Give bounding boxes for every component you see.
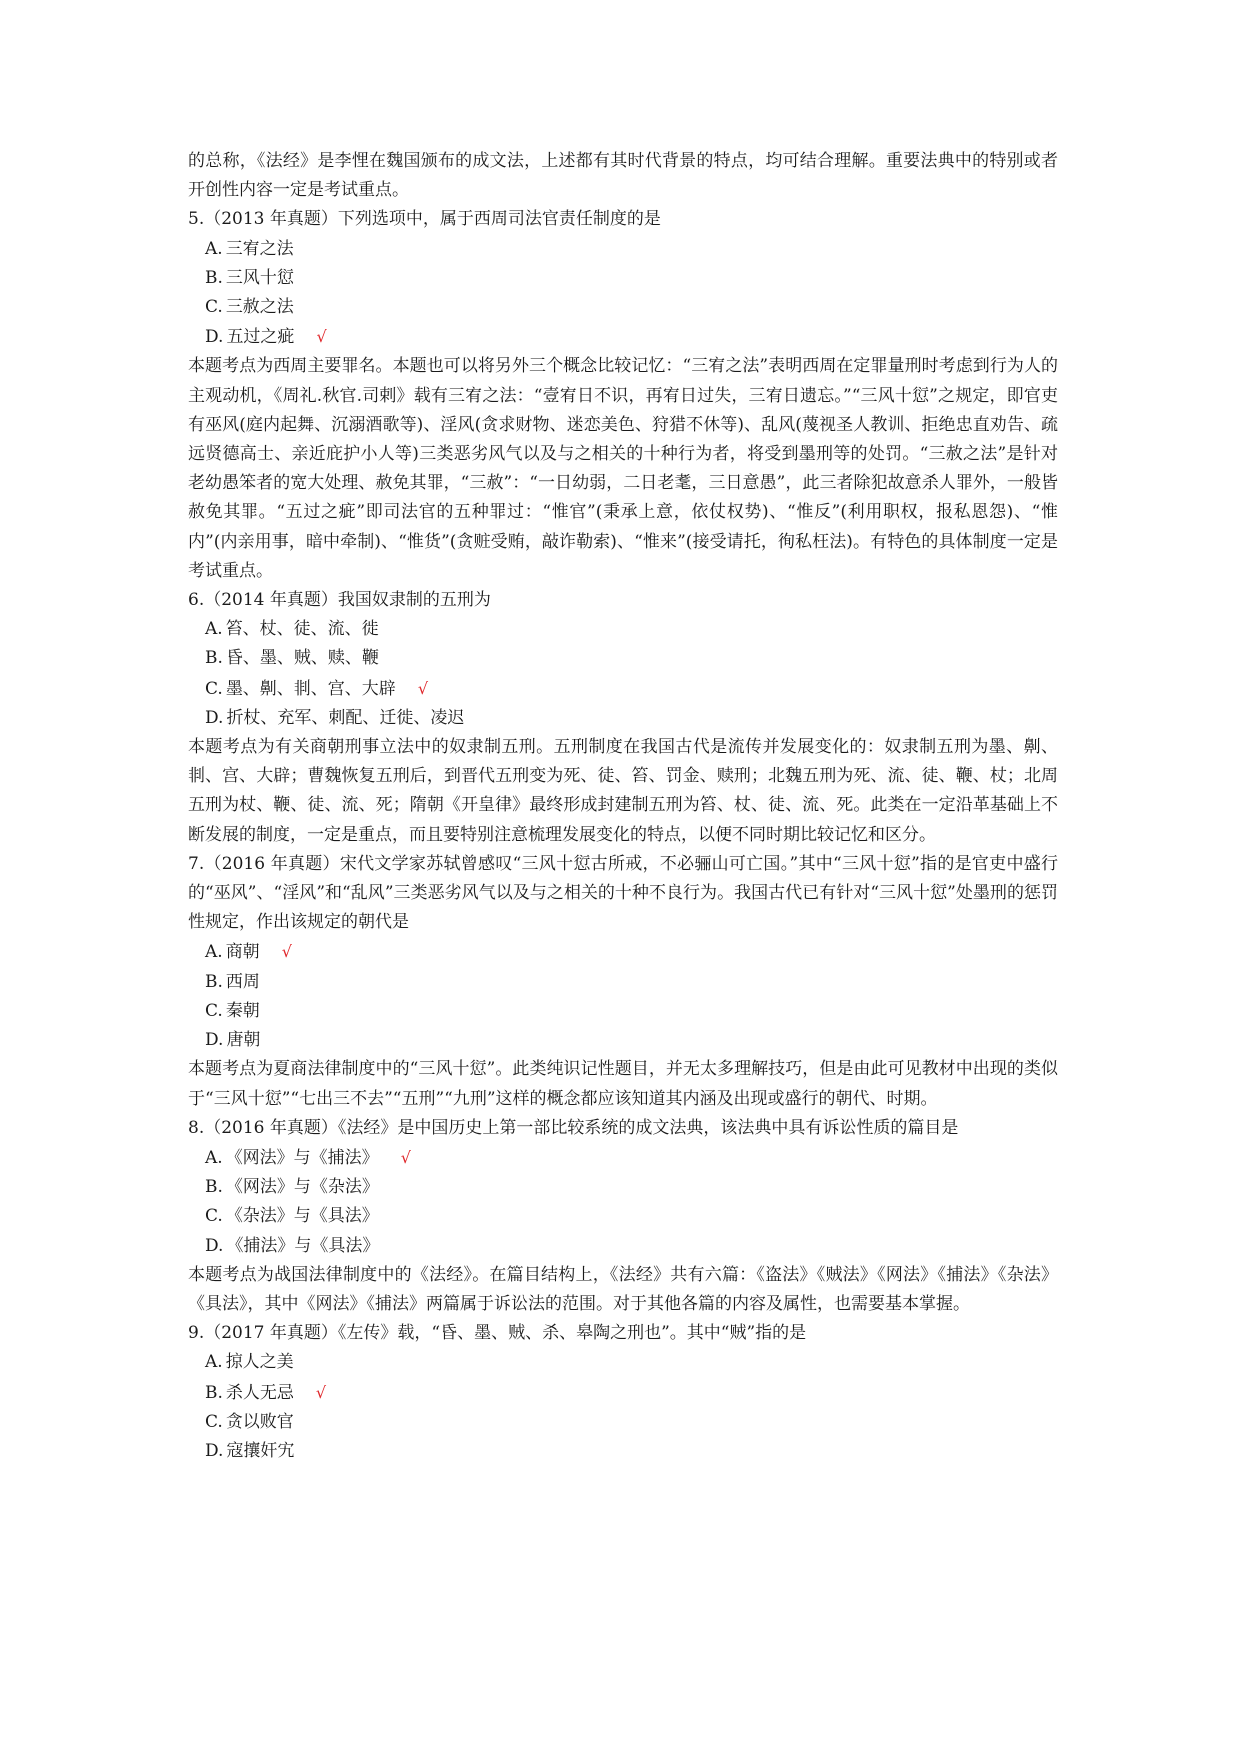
explanation: 本题考点为有关商朝刑事立法中的奴隶制五刑。五刑制度在我国古代是流传并发展变化的：奴隶制五刑为墨、劓、剕、宫、大辟；曹魏恢复五刑后，到晋代五刑变为死、徒、笞、罚金、赎刑；北魏五刑为死、流、徒、鞭、杖；北周五刑为杖、鞭、徒、流、死；隋朝《开皇律》最终形成封建制五刑为笞、杖、徒、流、死。此类在一定沿革基础上不断发展的制度，一定是重点，而且要特别注意梳理发展变化的特点，以便不同时期比较记忆和区分。 — [188, 737, 1058, 845]
option-text: 《网法》与《捕法》 — [225, 1147, 379, 1168]
option-a — [188, 937, 1058, 967]
check-mark-icon: √ — [315, 1382, 327, 1402]
option-c — [188, 1202, 1058, 1231]
option-text: 《杂法》与《具法》 — [225, 1206, 379, 1227]
option-c — [188, 1408, 1058, 1437]
option-letter: D. — [205, 1235, 224, 1256]
option-c — [188, 997, 1058, 1026]
document-page — [188, 147, 1058, 1466]
option-letter: D. — [205, 1030, 224, 1051]
option-text: 掠人之美 — [225, 1352, 294, 1373]
question-stem: 7.（2016 年真题）宋代文学家苏轼曾感叹“三风十愆古所戒，不必骊山可亡国。”其中“三风十愆”指的是官吏中盛行的“巫风”、“淫风”和“乱风”三类恶劣风气以及与之相关的十种不良行为。我国古代已有针对“三风十愆”处墨刑的惩罚性规定，作出该规定的朝代是 — [188, 853, 1058, 933]
option-b — [188, 1173, 1058, 1202]
option-letter: D. — [205, 707, 224, 728]
option-text: 秦朝 — [225, 1000, 260, 1021]
option-text: 折杖、充军、刺配、迁徙、凌迟 — [226, 707, 465, 728]
option-text: 贪以败官 — [225, 1411, 294, 1432]
option-letter: C. — [205, 1206, 223, 1227]
option-text: 商朝 — [225, 942, 260, 963]
option-d — [188, 1026, 1058, 1055]
option-a — [188, 1143, 1058, 1173]
option-text: 唐朝 — [226, 1030, 261, 1051]
option-text: 《捕法》与《具法》 — [226, 1235, 380, 1256]
option-letter: A. — [205, 238, 223, 259]
check-mark-icon: √ — [417, 678, 429, 698]
explanation: 本题考点为夏商法律制度中的“三风十愆”。此类纯识记性题目，并无太多理解技巧，但是由此可见教材中出现的类似于“三风十愆”“七出三不去”“五刑”“九刑”这样的概念都应该知道其内涵及出现或盛行的朝代、时期。 — [188, 1059, 1058, 1109]
option-d — [188, 322, 1058, 352]
option-list — [188, 235, 1058, 353]
option-text: 《网法》与《杂法》 — [225, 1177, 379, 1198]
option-a — [188, 1348, 1058, 1377]
option-text: 三风十愆 — [225, 267, 294, 288]
question-stem: 5.（2013 年真题）下列选项中，属于西周司法官责任制度的是 — [188, 209, 661, 230]
option-letter: D. — [205, 327, 224, 348]
option-text: 墨、劓、剕、宫、大辟 — [225, 678, 396, 699]
option-list — [188, 1143, 1058, 1261]
option-text: 昏、墨、贼、赎、鞭 — [225, 648, 379, 669]
option-letter: A. — [205, 619, 223, 640]
option-d — [188, 1232, 1058, 1261]
option-text: 杀人无忌 — [225, 1382, 294, 1403]
option-letter: B. — [205, 971, 223, 992]
question-8 — [188, 1114, 1058, 1319]
option-text: 西周 — [225, 971, 260, 992]
option-list — [188, 615, 1058, 733]
question-stem: 6.（2014 年真题）我国奴隶制的五刑为 — [188, 590, 491, 611]
option-letter: C. — [205, 678, 223, 699]
check-mark-icon: √ — [400, 1147, 411, 1167]
option-c — [188, 674, 1058, 704]
option-letter: C. — [205, 1411, 223, 1432]
option-c — [188, 293, 1058, 322]
question-5 — [188, 205, 1058, 586]
option-letter: A. — [205, 1147, 223, 1168]
option-letter: A. — [205, 1352, 223, 1373]
check-mark-icon: √ — [316, 327, 327, 347]
option-letter: B. — [205, 1382, 223, 1403]
option-letter: B. — [205, 1177, 223, 1198]
option-letter: A. — [205, 942, 223, 963]
option-a — [188, 615, 1058, 644]
option-text: 寇攘奸宄 — [226, 1440, 295, 1461]
option-b — [188, 644, 1058, 673]
option-b — [188, 1378, 1058, 1408]
option-text: 笞、杖、徒、流、徙 — [225, 619, 379, 640]
explanation: 本题考点为西周主要罪名。本题也可以将另外三个概念比较记忆：“三宥之法”表明西周在定罪量刑时考虑到行为人的主观动机，《周礼.秋官.司剌》载有三宥之法：“壹宥日不识，再宥日过失，三宥日遗忘。”“三风十愆”之规定，即官吏有巫风(庭内起舞、沉溺酒歌等)、淫风(贪求财物、迷恋美色、狩猎不休等)、乱风(蔑视圣人教训、拒绝忠直劝告、疏远贤德高士、亲近庇护小人等)三类恶劣风气以及与之相关的十种行为者，将受到墨刑等的处罚。“三赦之法”是针对老幼愚笨者的宽大处理、赦免其罪，“三赦”：“一日幼弱，二日老耄，三日意愚”，此三者除犯故意杀人罪外，一般皆赦免其罪。“五过之疵”即司法官的五种罪过：“惟官”(秉承上意，依仗权势)、“惟反”(利用职权，报私恩怨)、“惟内”(内亲用事，暗中牵制)、“惟货”(贪赃受贿，敲诈勒索)、“惟来”(接受请托，徇私枉法)。有特色的具体制度一定是考试重点。 — [188, 356, 1058, 581]
option-list — [188, 1348, 1058, 1466]
question-7 — [188, 850, 1058, 1114]
question-stem: 8.（2016 年真题）《法经》是中国历史上第一部比较系统的成文法典，该法典中具有诉讼性质的篇目是 — [188, 1117, 959, 1138]
option-list — [188, 937, 1058, 1055]
option-b — [188, 968, 1058, 997]
option-letter: C. — [205, 297, 223, 318]
option-text: 三赦之法 — [225, 297, 294, 318]
option-d — [188, 704, 1058, 733]
question-6 — [188, 586, 1058, 850]
question-stem: 9.（2017 年真题）《左传》载，“昏、墨、贼、杀、皋陶之刑也”。其中“贼”指的是 — [188, 1323, 807, 1344]
option-letter: B. — [205, 648, 223, 669]
option-a — [188, 235, 1058, 264]
option-d — [188, 1437, 1058, 1466]
option-letter: B. — [205, 267, 223, 288]
intro-paragraph: 的总称，《法经》是李悝在魏国颁布的成文法，上述都有其时代背景的特点，均可结合理解。重要法典中的特别或者开创性内容一定是考试重点。 — [188, 151, 1058, 201]
question-9 — [188, 1319, 1058, 1466]
option-text: 五过之疵 — [226, 327, 295, 348]
option-text: 三宥之法 — [225, 238, 294, 259]
option-letter: D. — [205, 1440, 224, 1461]
check-mark-icon: √ — [281, 942, 292, 962]
explanation: 本题考点为战国法律制度中的《法经》。在篇目结构上，《法经》共有六篇：《盗法》《贼法》《网法》《捕法》《杂法》《具法》，其中《网法》《捕法》两篇属于诉讼法的范围。对于其他各篇的内容及属性，也需要基本掌握。 — [188, 1264, 1058, 1314]
option-letter: C. — [205, 1000, 223, 1021]
option-b — [188, 264, 1058, 293]
